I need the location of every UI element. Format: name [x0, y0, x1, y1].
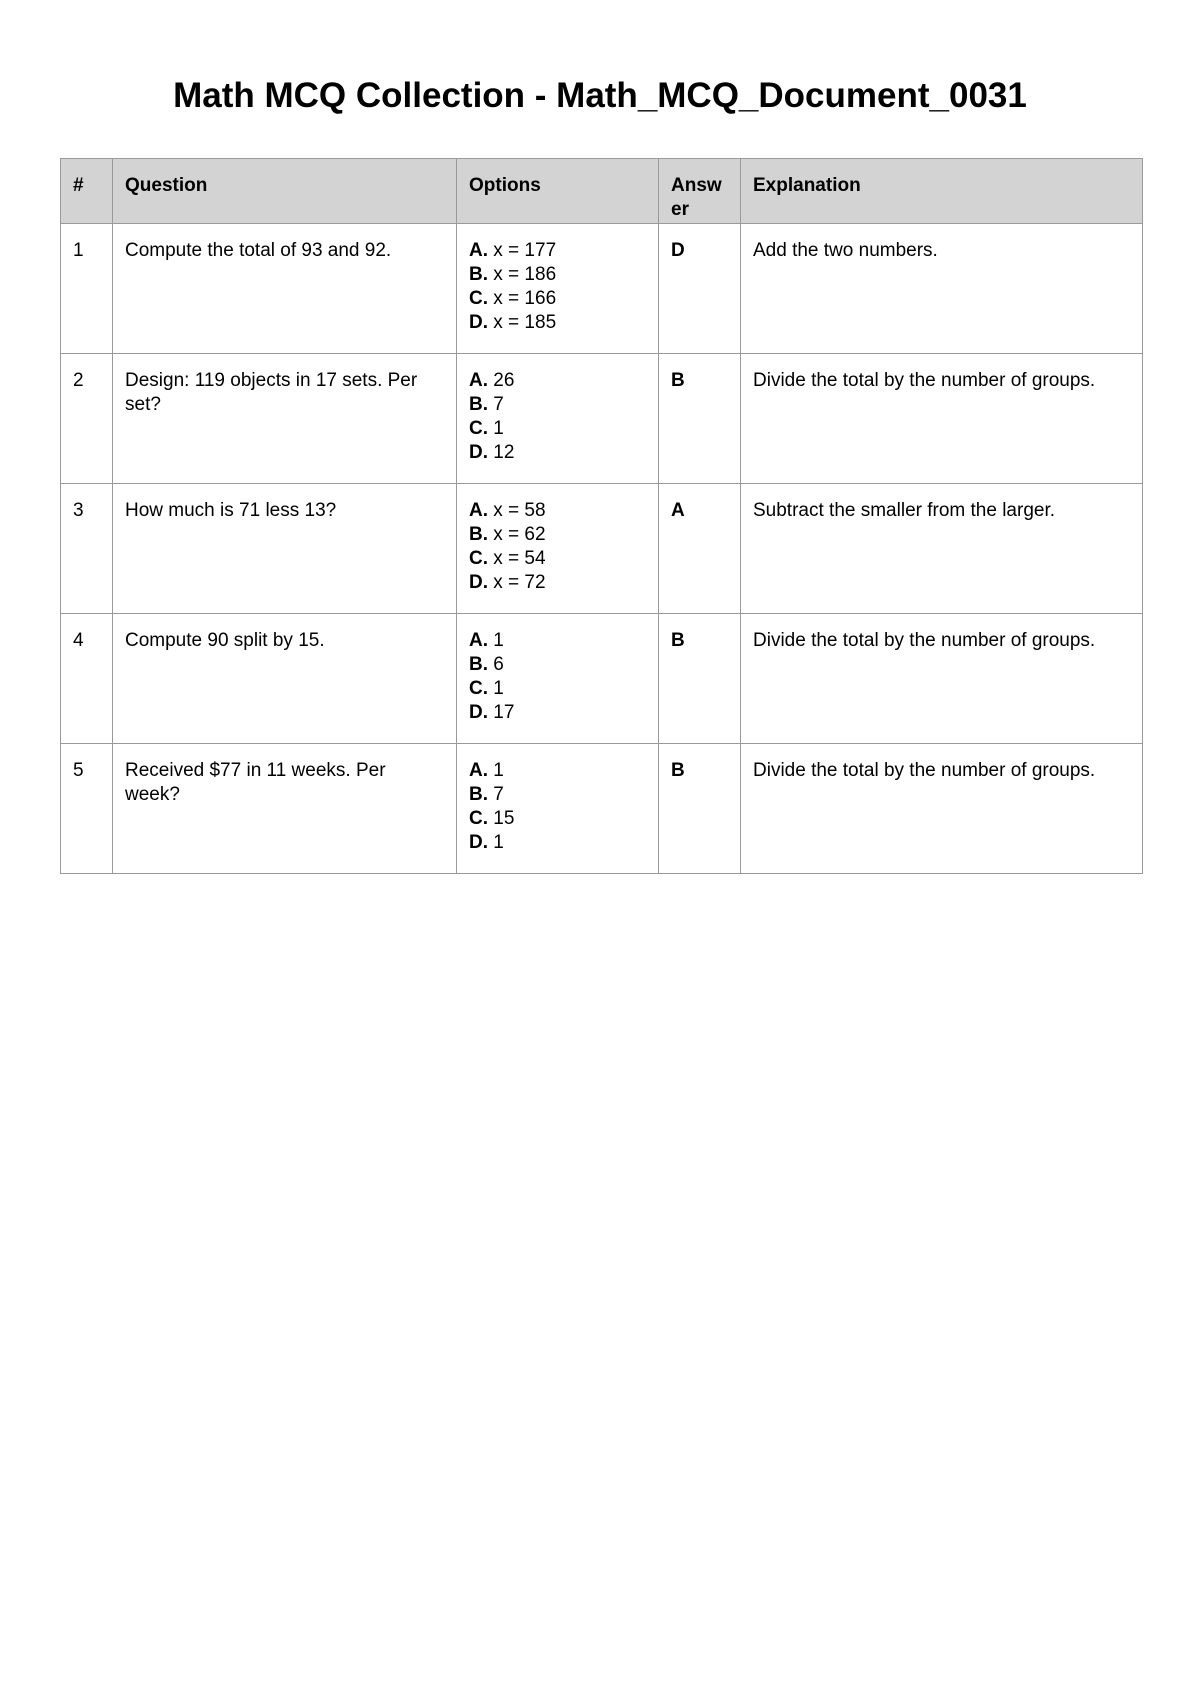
answer-key: B — [659, 614, 741, 744]
option-text: 15 — [493, 808, 515, 829]
mcq-table — [60, 158, 1143, 874]
question-text: How much is 71 less 13? — [113, 484, 457, 614]
option-a — [469, 759, 646, 783]
question-text: Compute 90 split by 15. — [113, 614, 457, 744]
option-a — [469, 499, 646, 523]
option-c — [469, 677, 646, 701]
option-letter: C. — [469, 548, 488, 569]
options-list — [457, 354, 659, 484]
question-text: Design: 119 objects in 17 sets. Per set? — [113, 354, 457, 484]
option-letter: A. — [469, 500, 488, 521]
options-list — [457, 484, 659, 614]
question-number: 1 — [61, 224, 113, 354]
option-letter: D. — [469, 832, 488, 853]
option-text: 26 — [493, 370, 515, 391]
table-row — [61, 744, 1143, 874]
option-text: 1 — [493, 630, 504, 651]
option-text: 1 — [493, 418, 504, 439]
header-row — [61, 159, 1143, 224]
option-text: x = 62 — [493, 524, 546, 545]
option-d — [469, 571, 646, 595]
option-a — [469, 239, 646, 263]
table-row — [61, 354, 1143, 484]
header-options: Options — [457, 159, 659, 224]
option-text: x = 185 — [493, 312, 557, 333]
option-letter: D. — [469, 312, 488, 333]
options-list — [457, 744, 659, 874]
options-list — [457, 224, 659, 354]
explanation-text: Divide the total by the number of groups. — [741, 744, 1143, 874]
option-text: 1 — [493, 760, 504, 781]
header-number: # — [61, 159, 113, 224]
option-b — [469, 523, 646, 547]
explanation-text: Subtract the smaller from the larger. — [741, 484, 1143, 614]
option-a — [469, 629, 646, 653]
explanation-text: Divide the total by the number of groups. — [741, 614, 1143, 744]
option-c — [469, 547, 646, 571]
question-number: 4 — [61, 614, 113, 744]
option-d — [469, 831, 646, 855]
option-c — [469, 807, 646, 831]
explanation-text: Divide the total by the number of groups. — [741, 354, 1143, 484]
option-text: 12 — [493, 442, 515, 463]
option-text: x = 58 — [493, 500, 546, 521]
question-text: Compute the total of 93 and 92. — [113, 224, 457, 354]
option-text: x = 166 — [493, 288, 557, 309]
option-letter: D. — [469, 442, 488, 463]
question-number: 5 — [61, 744, 113, 874]
option-text: x = 72 — [493, 572, 546, 593]
option-letter: D. — [469, 572, 488, 593]
option-letter: A. — [469, 630, 488, 651]
option-c — [469, 287, 646, 311]
table-body — [61, 224, 1143, 874]
answer-key: A — [659, 484, 741, 614]
option-letter: D. — [469, 702, 488, 723]
options-list — [457, 614, 659, 744]
option-a — [469, 369, 646, 393]
page-title: Math MCQ Collection - Math_MCQ_Document_0031 — [173, 76, 1027, 115]
table-row — [61, 614, 1143, 744]
option-letter: A. — [469, 370, 488, 391]
option-b — [469, 783, 646, 807]
option-b — [469, 653, 646, 677]
option-d — [469, 701, 646, 725]
option-c — [469, 417, 646, 441]
option-text: 7 — [493, 784, 504, 805]
option-text: 7 — [493, 394, 504, 415]
table-header — [61, 159, 1143, 224]
question-number: 2 — [61, 354, 113, 484]
option-text: x = 177 — [493, 240, 557, 261]
option-d — [469, 311, 646, 335]
option-d — [469, 441, 646, 465]
explanation-text: Add the two numbers. — [741, 224, 1143, 354]
option-text: 6 — [493, 654, 504, 675]
answer-key: B — [659, 744, 741, 874]
answer-key: D — [659, 224, 741, 354]
option-letter: C. — [469, 678, 488, 699]
option-text: x = 54 — [493, 548, 546, 569]
answer-key: B — [659, 354, 741, 484]
option-text: x = 186 — [493, 264, 557, 285]
question-number: 3 — [61, 484, 113, 614]
header-question: Question — [113, 159, 457, 224]
option-b — [469, 263, 646, 287]
header-answer: Answer — [659, 159, 741, 224]
option-b — [469, 393, 646, 417]
table-row — [61, 224, 1143, 354]
option-letter: B. — [469, 784, 488, 805]
option-letter: C. — [469, 418, 488, 439]
header-explanation: Explanation — [741, 159, 1143, 224]
option-letter: C. — [469, 808, 488, 829]
option-letter: A. — [469, 240, 488, 261]
option-letter: B. — [469, 264, 488, 285]
question-text: Received $77 in 11 weeks. Per week? — [113, 744, 457, 874]
option-text: 17 — [493, 702, 515, 723]
option-text: 1 — [493, 678, 504, 699]
option-letter: C. — [469, 288, 488, 309]
option-letter: B. — [469, 524, 488, 545]
option-text: 1 — [493, 832, 504, 853]
option-letter: B. — [469, 654, 488, 675]
option-letter: A. — [469, 760, 488, 781]
table-row — [61, 484, 1143, 614]
option-letter: B. — [469, 394, 488, 415]
